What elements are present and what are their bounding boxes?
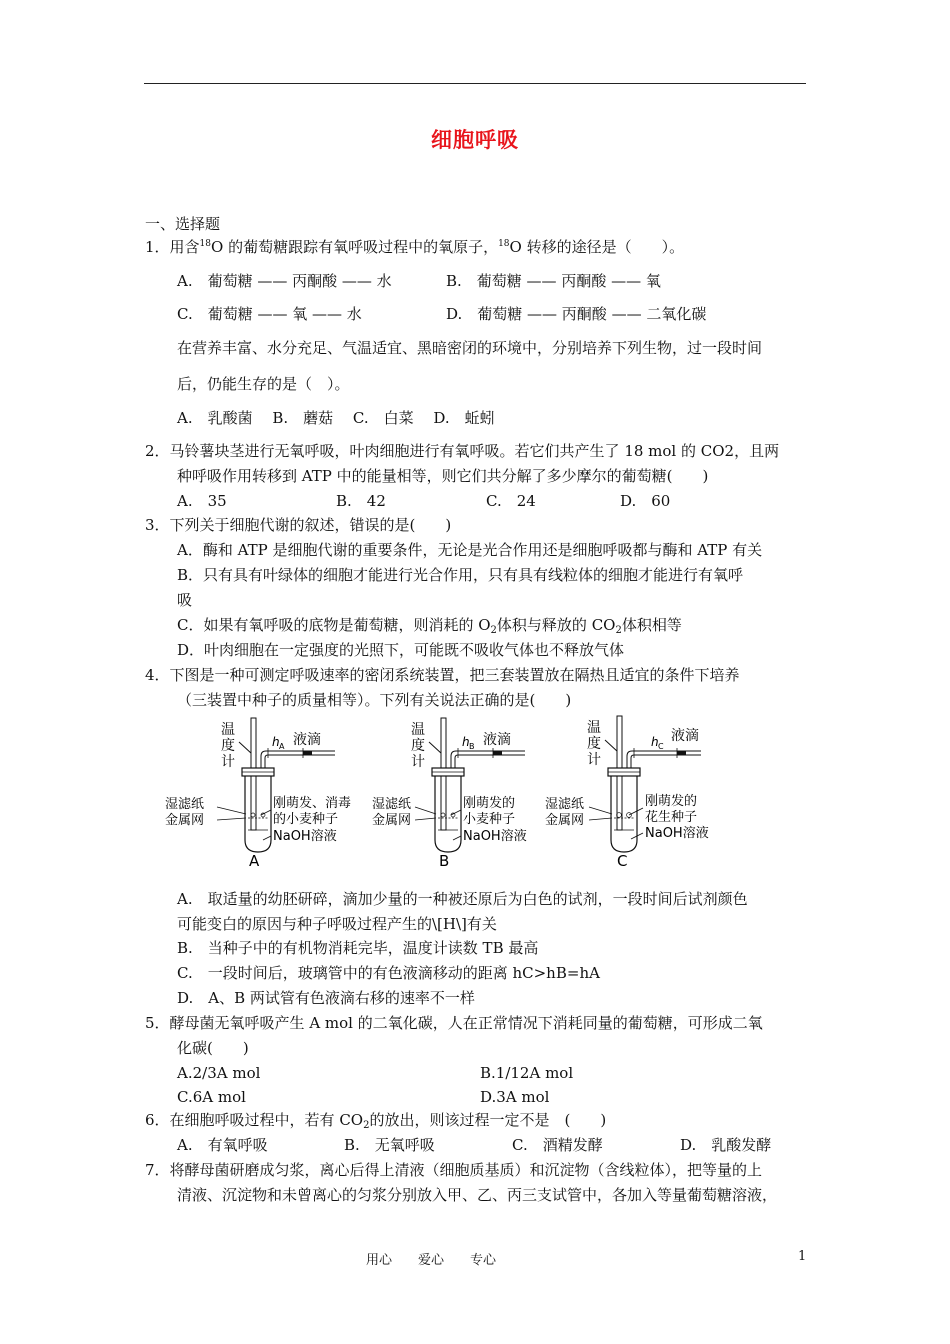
mesh-label: 金属网 [545, 813, 585, 828]
question-2-option-c: C. 24 [486, 492, 536, 510]
page-title: 细胞呼吸 [431, 127, 519, 152]
question-5-stem-line2: 化碳( ) [177, 1039, 249, 1057]
height-label: h [272, 735, 280, 749]
footer-slogan: 用心 爱心 专心 [366, 1253, 497, 1268]
seeds-label-line: 刚萌发的 [645, 794, 698, 809]
naoh-label: NaOH溶液 [463, 829, 527, 844]
apparatus-c [545, 716, 709, 870]
question-4-stem-line2: （三装置中种子的质量相等）。下列有关说法正确的是( ) [177, 691, 572, 709]
question-4-option-b: B. 当种子中的有机物消耗完毕，温度计读数 TB 最高 [177, 939, 539, 957]
question-3-option-a: A．酶和 ATP 是细胞代谢的重要条件，无论是光合作用还是细胞呼吸都与酶和 ATP 有关 [177, 541, 763, 559]
question-x-stem-line1: 在营养丰富、水分充足、气温适宜、黑暗密闭的环境中，分别培养下列生物，过一段时间 [177, 339, 763, 357]
question-1-option-b: B. 葡萄糖 —— 丙酮酸 —— 氧 [446, 272, 661, 290]
apparatus-label: C [617, 852, 628, 870]
section-heading: 一、选择题 [145, 215, 221, 233]
seeds-label-line: 刚萌发、消毒 [273, 796, 352, 811]
question-7-stem-line1: 7．将酵母菌研磨成匀浆，离心后得上清液（细胞质基质）和沉淀物（含线粒体），把等量的上 [145, 1161, 763, 1179]
question-3-option-b-line1: B．只有具有叶绿体的细胞才能进行光合作用，只有具有线粒体的细胞才能进行有氧呼 [177, 566, 744, 584]
header-rule [144, 83, 806, 84]
height-label-sub: B [469, 742, 475, 751]
question-1-option-d: D. 葡萄糖 —— 丙酮酸 —— 二氧化碳 [446, 305, 707, 323]
respiration-apparatus-figure [165, 712, 735, 872]
thermometer-label-char: 计 [411, 754, 425, 770]
question-5-option-d: D.3A mol [480, 1088, 550, 1106]
seeds-label-line: 刚萌发的 [463, 796, 516, 811]
question-2-stem-line1: 2．马铃薯块茎进行无氧呼吸，叶肉细胞进行有氧呼吸。若它们共产生了 18 mol 的 CO2，且两 [145, 442, 780, 460]
height-label-sub: A [279, 742, 285, 751]
apparatus-label: B [439, 852, 450, 870]
wet-paper-label: 湿滤纸 [165, 797, 205, 812]
height-label: h [462, 735, 470, 749]
question-3-option-b-line2: 吸 [177, 591, 193, 609]
seeds-label-line: 的小麦种子 [273, 812, 339, 827]
thermometer-label-char: 度 [411, 738, 425, 754]
question-2-stem-line2: 种呼吸作用转移到 ATP 中的能量相等，则它们共分解了多少摩尔的葡萄糖( ) [177, 467, 709, 485]
question-6-stem: 6．在细胞呼吸过程中，若有 $CO_2$的放出，则该过程一定不是 ( ) [145, 1111, 607, 1131]
question-1-stem: 1．用含$^{18}$O 的葡萄糖跟踪有氧呼吸过程中的氧原子，$^{18}$O 转移的途径是（ ）。 [145, 238, 685, 256]
naoh-label: NaOH溶液 [273, 829, 337, 844]
question-4-option-c: C. 一段时间后，玻璃管中的有色液滴移动的距离 hC>hB=hA [177, 964, 600, 982]
thermometer-label-char: 度 [221, 738, 235, 754]
question-6-option-a: A. 有氧呼吸 [177, 1136, 268, 1154]
question-3-option-d: D．叶肉细胞在一定强度的光照下，可能既不吸收气体也不释放气体 [177, 641, 625, 659]
question-3-stem: 3．下列关于细胞代谢的叙述，错误的是( ) [145, 516, 452, 534]
question-x-options: A. 乳酸菌 B. 蘑菇 C. 白菜 D. 蚯蚓 [177, 409, 495, 427]
question-1-option-c: C. 葡萄糖 —— 氧 —— 水 [177, 305, 362, 323]
question-1-option-a: A. 葡萄糖 —— 丙酮酸 —— 水 [177, 272, 392, 290]
seeds-label-line: 小麦种子 [463, 812, 516, 827]
wet-paper-label: 湿滤纸 [372, 797, 412, 812]
thermometer-label-char: 温 [587, 720, 601, 736]
question-5-option-c: C.6A mol [177, 1088, 246, 1106]
height-label: h [651, 735, 659, 749]
apparatus-label: A [249, 852, 260, 870]
seeds-label-line: 花生种子 [645, 810, 698, 825]
droplet-label: 液滴 [293, 732, 321, 748]
question-4-option-a-line1: A. 取适量的幼胚研碎，滴加少量的一种被还原后为白色的试剂，一段时间后试剂颜色 [177, 890, 748, 908]
question-3-option-c: C．如果有氧呼吸的底物是葡萄糖，则消耗的 $O_2$体积与释放的 $CO_2$体积相等 [177, 616, 682, 636]
question-4-option-d: D. A、B 两试管有色液滴右移的速率不一样 [177, 989, 475, 1007]
question-4-option-a-line2: 可能变白的原因与种子呼吸过程产生的\[H\]有关 [177, 915, 497, 933]
mesh-label: 金属网 [165, 813, 205, 828]
droplet-label: 液滴 [671, 728, 699, 744]
question-5-stem-line1: 5．酵母菌无氧呼吸产生 A mol 的二氧化碳，人在正常情况下消耗同量的葡萄糖，可形成二氧 [145, 1014, 763, 1032]
droplet-label: 液滴 [483, 732, 511, 748]
thermometer-label-char: 温 [411, 722, 425, 738]
question-7-stem-line2: 清液、沉淀物和未曾离心的匀浆分别放入甲、乙、丙三支试管中，各加入等量葡萄糖溶液， [177, 1186, 778, 1204]
height-label-sub: C [658, 742, 664, 751]
question-6-option-d: D. 乳酸发酵 [680, 1136, 772, 1154]
question-6-option-b: B. 无氧呼吸 [344, 1136, 435, 1154]
thermometer-label-char: 计 [587, 752, 601, 768]
page-number: 1 [798, 1249, 807, 1264]
naoh-label: NaOH溶液 [645, 826, 709, 841]
apparatus-a [165, 718, 351, 870]
question-2-option-d: D. 60 [620, 492, 671, 510]
question-6-option-c: C. 酒精发酵 [512, 1136, 603, 1154]
wet-paper-label: 湿滤纸 [545, 797, 585, 812]
question-2-option-a: A. 35 [177, 492, 227, 510]
thermometer-label-char: 度 [587, 736, 601, 752]
question-2-option-b: B. 42 [336, 492, 386, 510]
question-4-stem-line1: 4．下图是一种可测定呼吸速率的密闭系统装置，把三套装置放在隔热且适宜的条件下培养 [145, 666, 740, 684]
question-x-stem-line2: 后，仍能生存的是（ ）。 [177, 375, 350, 393]
thermometer-label-char: 温 [221, 722, 235, 738]
question-5-option-a: A.2/3A mol [177, 1064, 261, 1082]
mesh-label: 金属网 [372, 813, 412, 828]
apparatus-b [372, 718, 527, 870]
question-5-option-b: B.1/12A mol [480, 1064, 574, 1082]
thermometer-label-char: 计 [221, 754, 235, 770]
